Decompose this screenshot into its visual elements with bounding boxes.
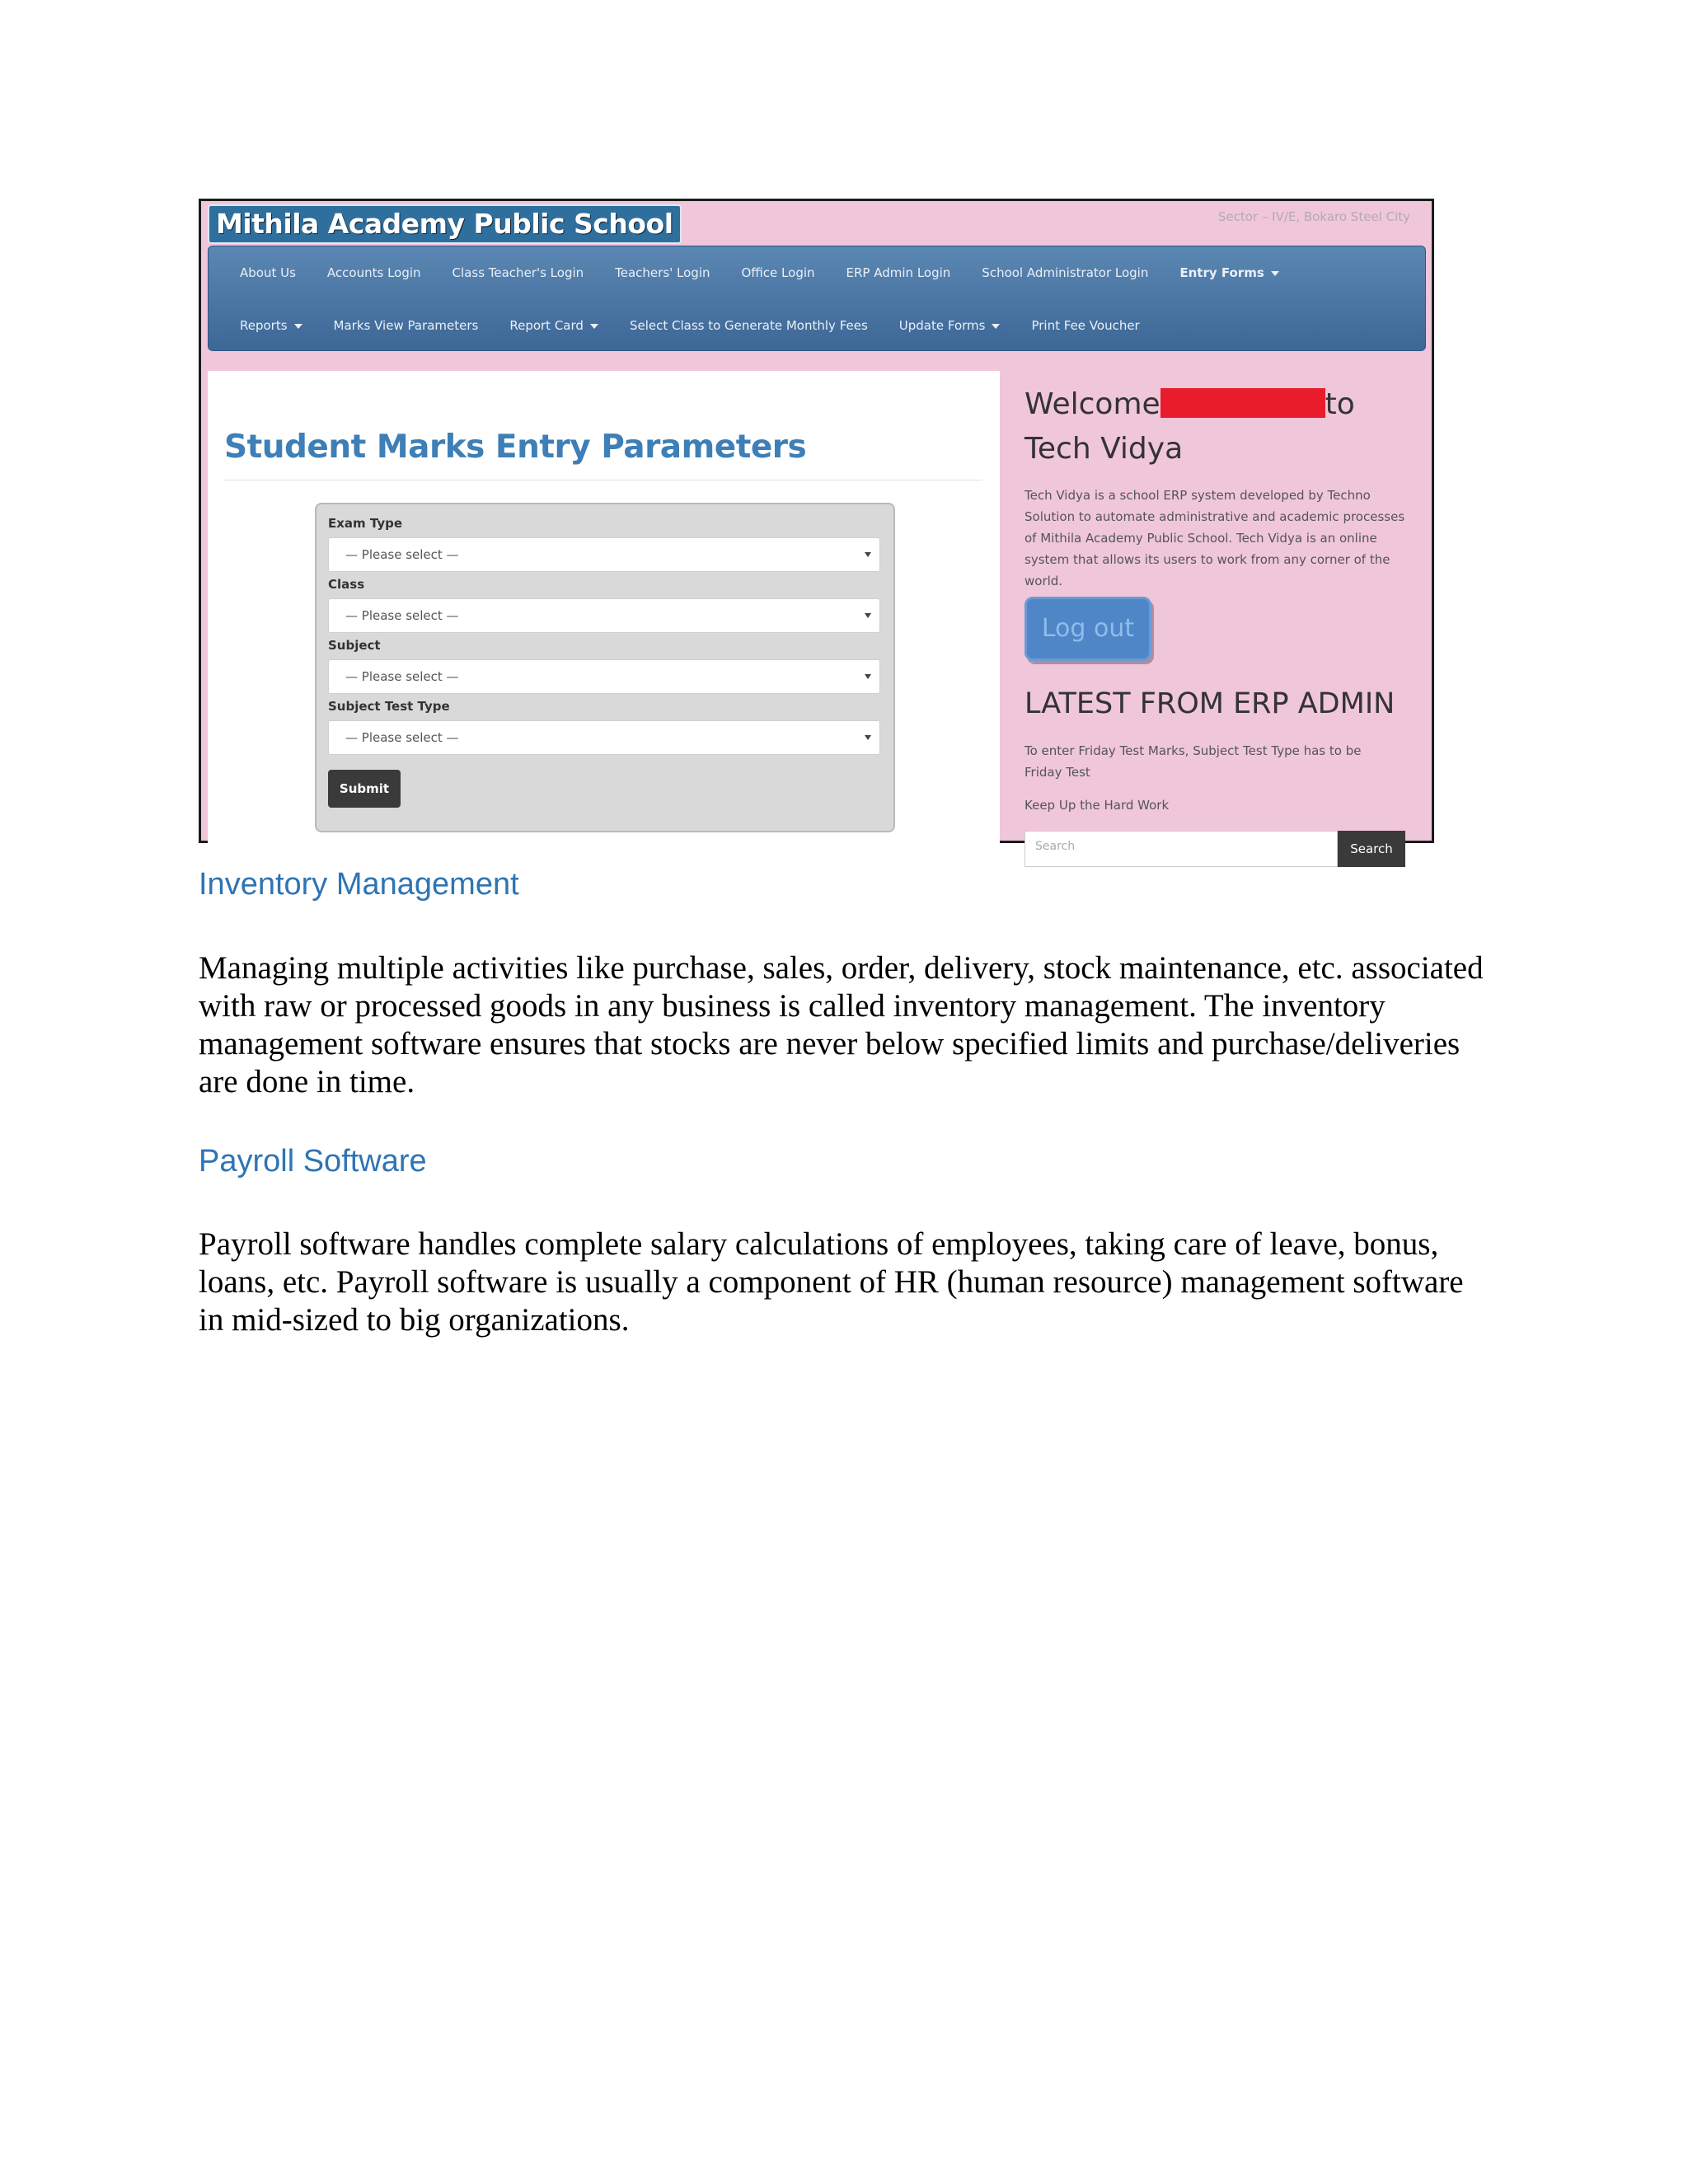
class-select[interactable]	[328, 598, 880, 633]
nav-row-1	[209, 246, 1425, 299]
page-title: Student Marks Entry Parameters	[224, 429, 807, 466]
nav-teachers-login[interactable]	[615, 265, 710, 280]
search-button[interactable]: Search	[1338, 831, 1405, 867]
logout-button[interactable]: Log out	[1025, 597, 1151, 661]
nav-label: Entry Forms	[1179, 265, 1264, 280]
exam-type-value: — Please select —	[345, 547, 459, 562]
caret-down-icon	[992, 324, 1000, 329]
redacted-username	[1160, 388, 1325, 418]
dropdown-arrow-icon	[865, 613, 871, 618]
nav-entry-forms-dropdown[interactable]	[1179, 265, 1278, 280]
class-value: — Please select —	[345, 608, 459, 623]
welcome-suffix: to	[1325, 387, 1355, 421]
nav-label: Reports	[240, 318, 288, 333]
nav-label: Teachers' Login	[615, 265, 710, 280]
nav-office-login[interactable]	[742, 265, 815, 280]
subject-test-type-value: — Please select —	[345, 730, 459, 745]
caret-down-icon	[1271, 271, 1279, 276]
nav-generate-monthly-fees[interactable]	[630, 318, 868, 333]
caret-down-icon	[590, 324, 598, 329]
subject-value: — Please select —	[345, 669, 459, 684]
nav-reports-dropdown[interactable]	[240, 318, 302, 333]
welcome-prefix: Welcome	[1025, 387, 1160, 421]
nav-report-card-dropdown[interactable]	[509, 318, 598, 333]
section-paragraph-inventory: Managing multiple activities like purchase, sales, order, delivery, stock maintenance, etc. associated with raw or processed goods in any business is called inventory management. The inventory management software ensures that stocks are never below specified limits and purchase/deliveries are done in time.	[199, 950, 1484, 1099]
erp-screenshot	[199, 199, 1434, 856]
nav-school-admin-login[interactable]	[982, 265, 1148, 280]
school-address: Sector – IV/E, Bokaro Steel City	[1217, 209, 1410, 224]
nav-marks-view-parameters[interactable]	[334, 318, 479, 333]
nav-label: Select Class to Generate Monthly Fees	[629, 318, 868, 333]
nav-label: About Us	[240, 265, 296, 280]
motivation-text: Keep Up the Hard Work	[1025, 798, 1170, 813]
nav-label: ERP Admin Login	[846, 265, 951, 280]
school-name-logo[interactable]: Mithila Academy Public School	[208, 204, 682, 244]
caret-down-icon	[294, 324, 302, 329]
subject-select[interactable]	[328, 659, 880, 694]
subject-label: Subject	[328, 638, 381, 653]
nav-label: Accounts Login	[326, 265, 421, 280]
nav-label: Office Login	[741, 265, 815, 280]
nav-print-fee-voucher[interactable]	[1031, 318, 1139, 333]
latest-news-heading: LATEST FROM ERP ADMIN	[1025, 687, 1395, 720]
subject-test-type-label: Subject Test Type	[328, 699, 450, 714]
main-navbar	[208, 246, 1426, 351]
nav-label: School Administrator Login	[982, 265, 1149, 280]
exam-type-label: Exam Type	[328, 516, 403, 531]
system-name: Tech Vidya	[1025, 432, 1184, 466]
section-heading-payroll: Payroll Software	[199, 1144, 427, 1179]
latest-news-message: To enter Friday Test Marks, Subject Test Type has to be Friday Test	[1025, 743, 1362, 780]
nav-label: Update Forms	[898, 318, 986, 333]
nav-label: Print Fee Voucher	[1031, 318, 1140, 333]
marks-entry-form	[315, 503, 895, 832]
submit-button[interactable]: Submit	[328, 770, 401, 808]
nav-label: Marks View Parameters	[333, 318, 479, 333]
subject-test-type-select[interactable]	[328, 720, 880, 755]
nav-row-2	[209, 299, 1425, 352]
dropdown-arrow-icon	[865, 552, 871, 557]
dropdown-arrow-icon	[865, 735, 871, 740]
main-content-panel	[208, 371, 1000, 849]
nav-accounts-login[interactable]	[327, 265, 421, 280]
welcome-message	[1025, 387, 1355, 421]
system-description: Tech Vidya is a school ERP system developed by Techno Solution to automate administrative and academic processes of Mithila Academy Public School. Tech Vidya is an online system that allows its users to work from any corner of the world.	[1025, 488, 1405, 588]
exam-type-select[interactable]	[328, 537, 880, 572]
nav-about-us[interactable]	[240, 265, 296, 280]
nav-label: Class Teacher's Login	[452, 265, 584, 280]
search-input[interactable]: Search	[1025, 831, 1338, 867]
class-label: Class	[328, 577, 365, 592]
section-paragraph-payroll: Payroll software handles complete salary calculations of employees, taking care of leave, bonus, loans, etc. Payroll software is usually a component of HR (human resource) management software in mid-sized to big organizations.	[199, 1226, 1464, 1338]
dropdown-arrow-icon	[865, 674, 871, 679]
nav-label: Report Card	[509, 318, 584, 333]
section-heading-inventory: Inventory Management	[199, 867, 519, 902]
nav-class-teacher-login[interactable]	[452, 265, 584, 280]
nav-update-forms-dropdown[interactable]	[899, 318, 1001, 333]
nav-erp-admin-login[interactable]	[846, 265, 951, 280]
